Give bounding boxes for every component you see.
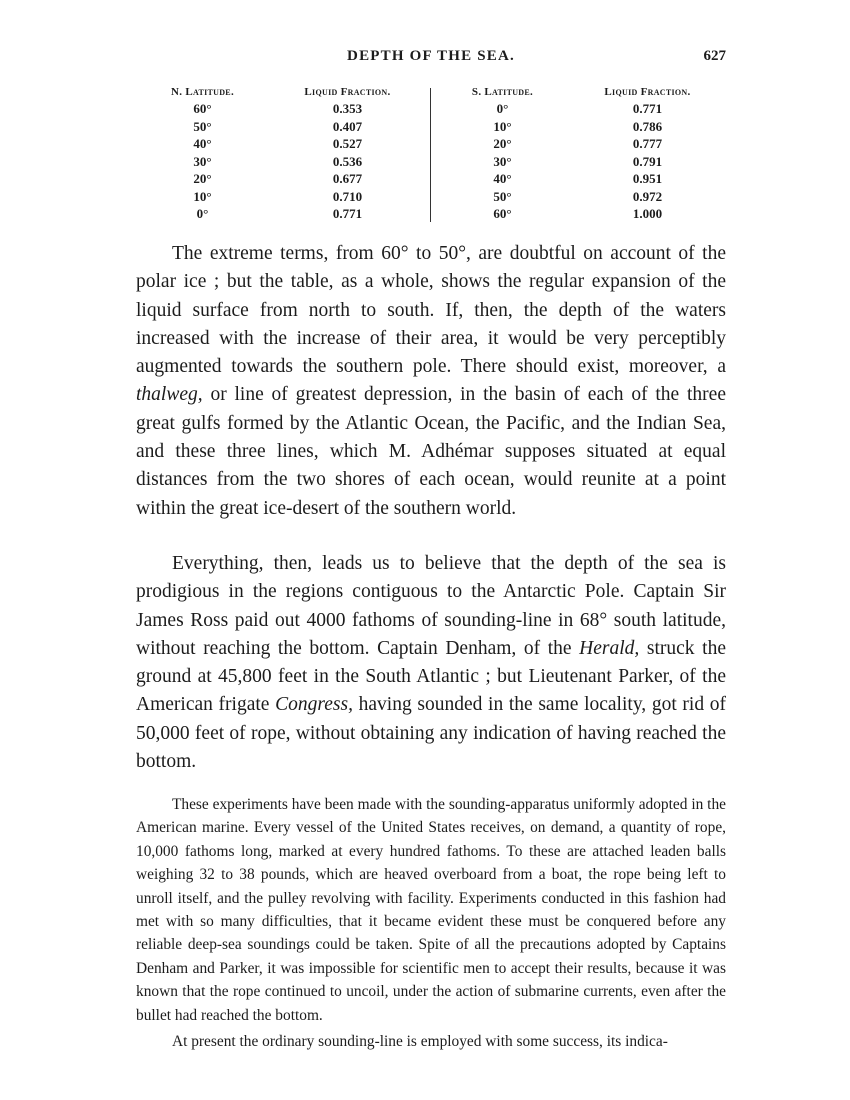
text-run: or line of greatest depression, in the basin of each of the three great gulfs formed by the Atlantic Ocean, the Pacific, and the Indian Sea, and these three lines, which M. Adhémar supposes situated at equal distances from the two shores of each ocean, would reunite at a point within the great ice-desert of the southern world. xyxy=(136,384,726,519)
text-run: The extreme terms, from 60° to 50°, are doubtful on account of the polar ice ; but the table, as a whole, shows the regular expansion of the liquid surface from north to south. If, then, the depth of the waters increased with the increase of their area, it would be very perceptibly augmented towards the southern pole. There should exist, moreover, a xyxy=(136,243,726,378)
page-header xyxy=(136,48,726,72)
table-row xyxy=(450,118,740,136)
table-row xyxy=(150,100,440,118)
table-row xyxy=(450,153,740,171)
table-south-latitude xyxy=(450,86,740,223)
latitude-cell: 0° xyxy=(196,206,209,221)
table-row xyxy=(150,188,440,206)
fraction-cell: 0.771 xyxy=(332,206,363,221)
fraction-cell: 0.710 xyxy=(332,188,363,204)
italic-term-thalweg: thalweg, xyxy=(136,384,203,406)
paragraph-antarctic-depth xyxy=(136,550,726,776)
fraction-cell: 1.000 xyxy=(632,206,663,221)
table-row xyxy=(150,170,440,188)
fraction-cell: 0.786 xyxy=(632,118,663,134)
note-ordinary-sounding-line xyxy=(136,1030,726,1053)
text-run: Everything, then, leads us to believe that the depth of the sea is prodigious in the regions contiguous to the Antarctic Pole. Captain Sir James Ross paid out 4000 fathoms of sounding-line in 68° south latitude, without reaching the bottom. Captain Denham, of the xyxy=(136,553,726,659)
table-row xyxy=(150,153,440,171)
fraction-cell: 0.777 xyxy=(632,136,663,151)
text-run: having sounded in the same locality, got rid of 50,000 feet of rope, without obtaining any indication of having reached the bottom. xyxy=(136,694,726,773)
table-north-latitude xyxy=(150,86,440,223)
column-header-latitude: S. Latitude. xyxy=(471,86,534,98)
table-divider xyxy=(430,88,431,222)
latitude-cell: 30° xyxy=(193,153,212,169)
latitude-cell: 40° xyxy=(193,136,212,151)
italic-ship-herald: Herald, xyxy=(579,637,640,659)
column-header-liquid-fraction: Liquid Fraction. xyxy=(304,86,391,98)
italic-ship-congress: Congress, xyxy=(275,694,353,716)
table-row xyxy=(150,118,440,136)
latitude-cell: 50° xyxy=(193,118,212,134)
note-text: At present the ordinary sounding-line is employed with some success, its indica- xyxy=(172,1033,668,1050)
fraction-cell: 0.771 xyxy=(632,101,663,116)
table-row xyxy=(450,205,740,223)
latitude-cell: 40° xyxy=(493,171,512,186)
latitude-cell: 20° xyxy=(193,171,212,186)
fraction-cell: 0.677 xyxy=(332,171,363,186)
table-row xyxy=(450,170,740,188)
column-header-latitude: N. Latitude. xyxy=(171,86,234,98)
fraction-cell: 0.791 xyxy=(632,153,663,169)
fraction-cell: 0.527 xyxy=(332,136,363,151)
table-row xyxy=(150,205,440,223)
text-run: struck the ground at 45,800 feet in the South Atlantic ; but Lieutenant Parker, of the American frigate xyxy=(136,637,726,716)
running-title: DEPTH OF THE SEA. xyxy=(347,48,515,64)
table-row xyxy=(450,188,740,206)
fraction-cell: 0.536 xyxy=(332,153,363,169)
note-sounding-apparatus xyxy=(136,793,726,1027)
latitude-cell: 10° xyxy=(493,118,512,134)
paragraph-polar-ice xyxy=(136,240,726,523)
page-number: 627 xyxy=(703,48,726,64)
table-row xyxy=(450,135,740,153)
table-row xyxy=(150,135,440,153)
latitude-cell: 60° xyxy=(193,101,212,116)
latitude-cell: 20° xyxy=(493,136,512,151)
table-row xyxy=(450,100,740,118)
fraction-cell: 0.407 xyxy=(332,118,363,134)
latitude-cell: 60° xyxy=(493,206,512,221)
latitude-cell: 50° xyxy=(493,188,512,204)
fraction-cell: 0.972 xyxy=(632,188,663,204)
note-text: These experiments have been made with the sounding-apparatus uniformly adopted in the American marine. Every vessel of the United States receives, on demand, a quantity of rope, 10,000 fathoms long, marked at every hundred fathoms. To these are attached leaden balls weighing 32 to 38 pounds, which are heaved overboard from a boat, the rope being left to unroll itself, and the pulley revolving with facility. Experiments conducted in this fashion had met with so many difficulties, that it became evident these must be conquered before any reliable deep-sea soundings could be taken. Spite of all the precautions adopted by Captains Denham and Parker, it was impossible for scientific men to accept their results, because it was known that the rope continued to uncoil, under the action of submarine currents, even after the bullet had reached the bottom. xyxy=(136,796,726,1024)
fraction-cell: 0.353 xyxy=(332,101,363,116)
fraction-cell: 0.951 xyxy=(632,171,663,186)
column-header-liquid-fraction: Liquid Fraction. xyxy=(604,86,691,98)
latitude-cell: 0° xyxy=(496,101,509,116)
latitude-cell: 10° xyxy=(193,188,212,204)
latitude-cell: 30° xyxy=(493,153,512,169)
